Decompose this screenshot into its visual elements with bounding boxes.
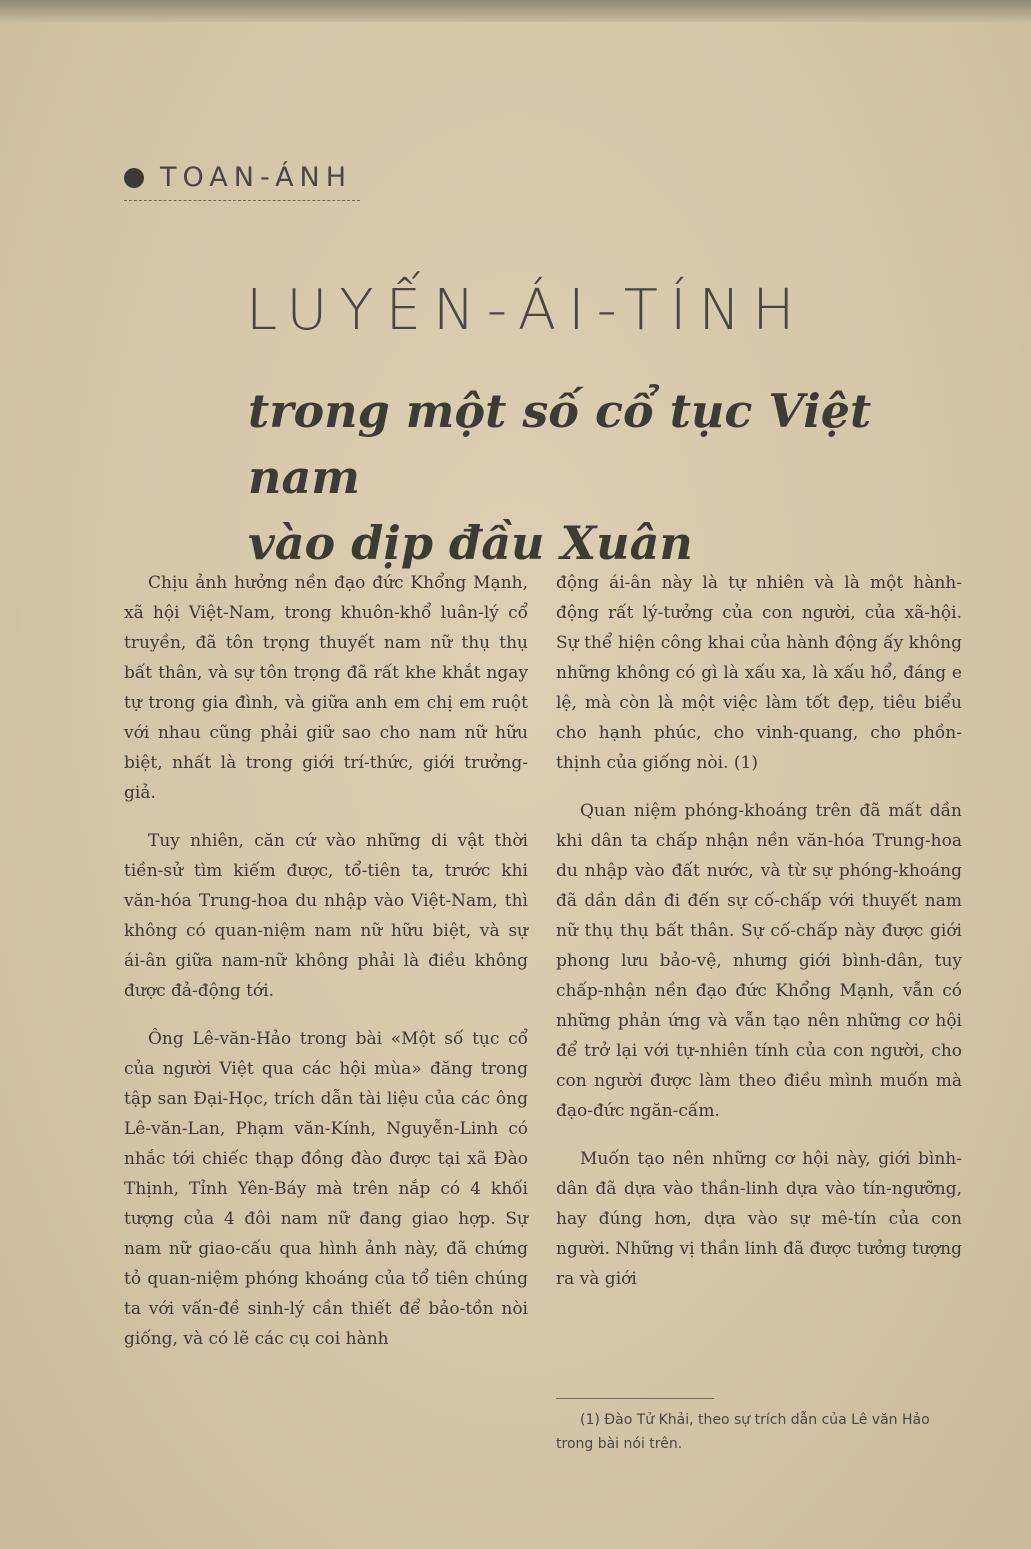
- paragraph: Quan niệm phóng-khoáng trên đã mất dần khi dân ta chấp nhận nền văn-hóa Trung-hoa du nhập vào đất nước, và từ sự phóng-khoáng đã dần dần đi đến sự cố-chấp với thuyết nam nữ thụ thụ bất thân. Sự cố-chấp này được giới phong lưu bảo-vệ, nhưng giới bình-dân, tuy chấp-nhận nền đạo đức Khổng Mạnh, vẫn có những phản ứng và vẫn tạo nên những cơ hội để trở lại với tự-nhiên tính của con người, cho con người được làm theo điều mình muốn mà đạo-đức ngăn-cấm.: [556, 801, 962, 1121]
- footnote-divider: [556, 1398, 714, 1399]
- article-title: LUYẾN-ÁI-TÍNH: [246, 278, 807, 343]
- paragraph: Muốn tạo nên những cơ hội này, giới bình-dân đã dựa vào thần-linh dựa vào tín-ngưỡng, hay đúng hơn, dựa vào sự mê-tín của con người. Những vị thần linh đã được tưởng tượng ra và giới: [556, 1149, 962, 1289]
- subtitle-line-1: trong một số cổ tục Việt nam: [248, 384, 872, 504]
- subtitle-line-2: vào dịp đầu Xuân: [248, 516, 693, 570]
- left-column: [124, 568, 528, 1372]
- author-underline: [124, 200, 360, 201]
- paragraph: Ông Lê-văn-Hảo trong bài «Một số tục cổ của người Việt qua các hội mùa» đăng trong tập san Đại-Học, trích dẫn tài liệu của các ông Lê-văn-Lan, Phạm văn-Kính, Nguyễn-Linh có nhắc tới chiếc thạp đồng đào được tại xã Đào Thịnh, Tỉnh Yên-Báy mà trên nắp có 4 khối tượng của 4 đôi nam nữ đang giao hợp. Sự nam nữ giao-cấu qua hình ảnh này, đã chứng tỏ quan-niệm phóng khoáng của tổ tiên chúng ta với vấn-đề sinh-lý cần thiết để bảo-tồn nòi giống, và có lẽ các cụ coi hành: [124, 1029, 528, 1349]
- footnote: (1) Đào Tử Khải, theo sự trích dẫn của Lê văn Hảo trong bài nói trên.: [556, 1412, 930, 1452]
- author-byline: [124, 162, 352, 193]
- paragraph: Chịu ảnh hưởng nền đạo đức Khổng Mạnh, xã hội Việt-Nam, trong khuôn-khổ luân-lý cổ truyền, đã tôn trọng thuyết nam nữ thụ thụ bất thân, và sự tôn trọng đã rất khe khắt ngay tự trong gia đình, và giữa anh em chị em ruột với nhau cũng phải giữ sao cho nam nữ hữu biệt, nhất là trong giới trí-thức, giới trưởng-giả.: [124, 573, 528, 803]
- bullet-icon: [124, 168, 144, 188]
- article-subtitle: [248, 378, 988, 576]
- paragraph: động ái-ân này là tự nhiên và là một hành-động rất lý-tưởng của con người, của xã-hội. Sự thể hiện công khai của hành động ấy không những không có gì là xấu xa, là xấu hổ, đáng e lệ, mà còn là một việc làm tốt đẹp, tiêu biểu cho hạnh phúc, cho vinh-quang, cho phồn-thịnh của giống nòi. (1): [556, 573, 962, 773]
- page-top-edge: [0, 0, 1031, 22]
- author-name: TOAN-ÁNH: [160, 162, 353, 193]
- right-column: [556, 568, 962, 1312]
- paragraph: Tuy nhiên, căn cứ vào những di vật thời tiền-sử tìm kiếm được, tổ-tiên ta, trước khi văn-hóa Trung-hoa du nhập vào Việt-Nam, thì không có quan-niệm nam nữ hữu biệt, và sự ái-ân giữa nam-nữ không phải là điều không được đả-động tới.: [124, 831, 528, 1001]
